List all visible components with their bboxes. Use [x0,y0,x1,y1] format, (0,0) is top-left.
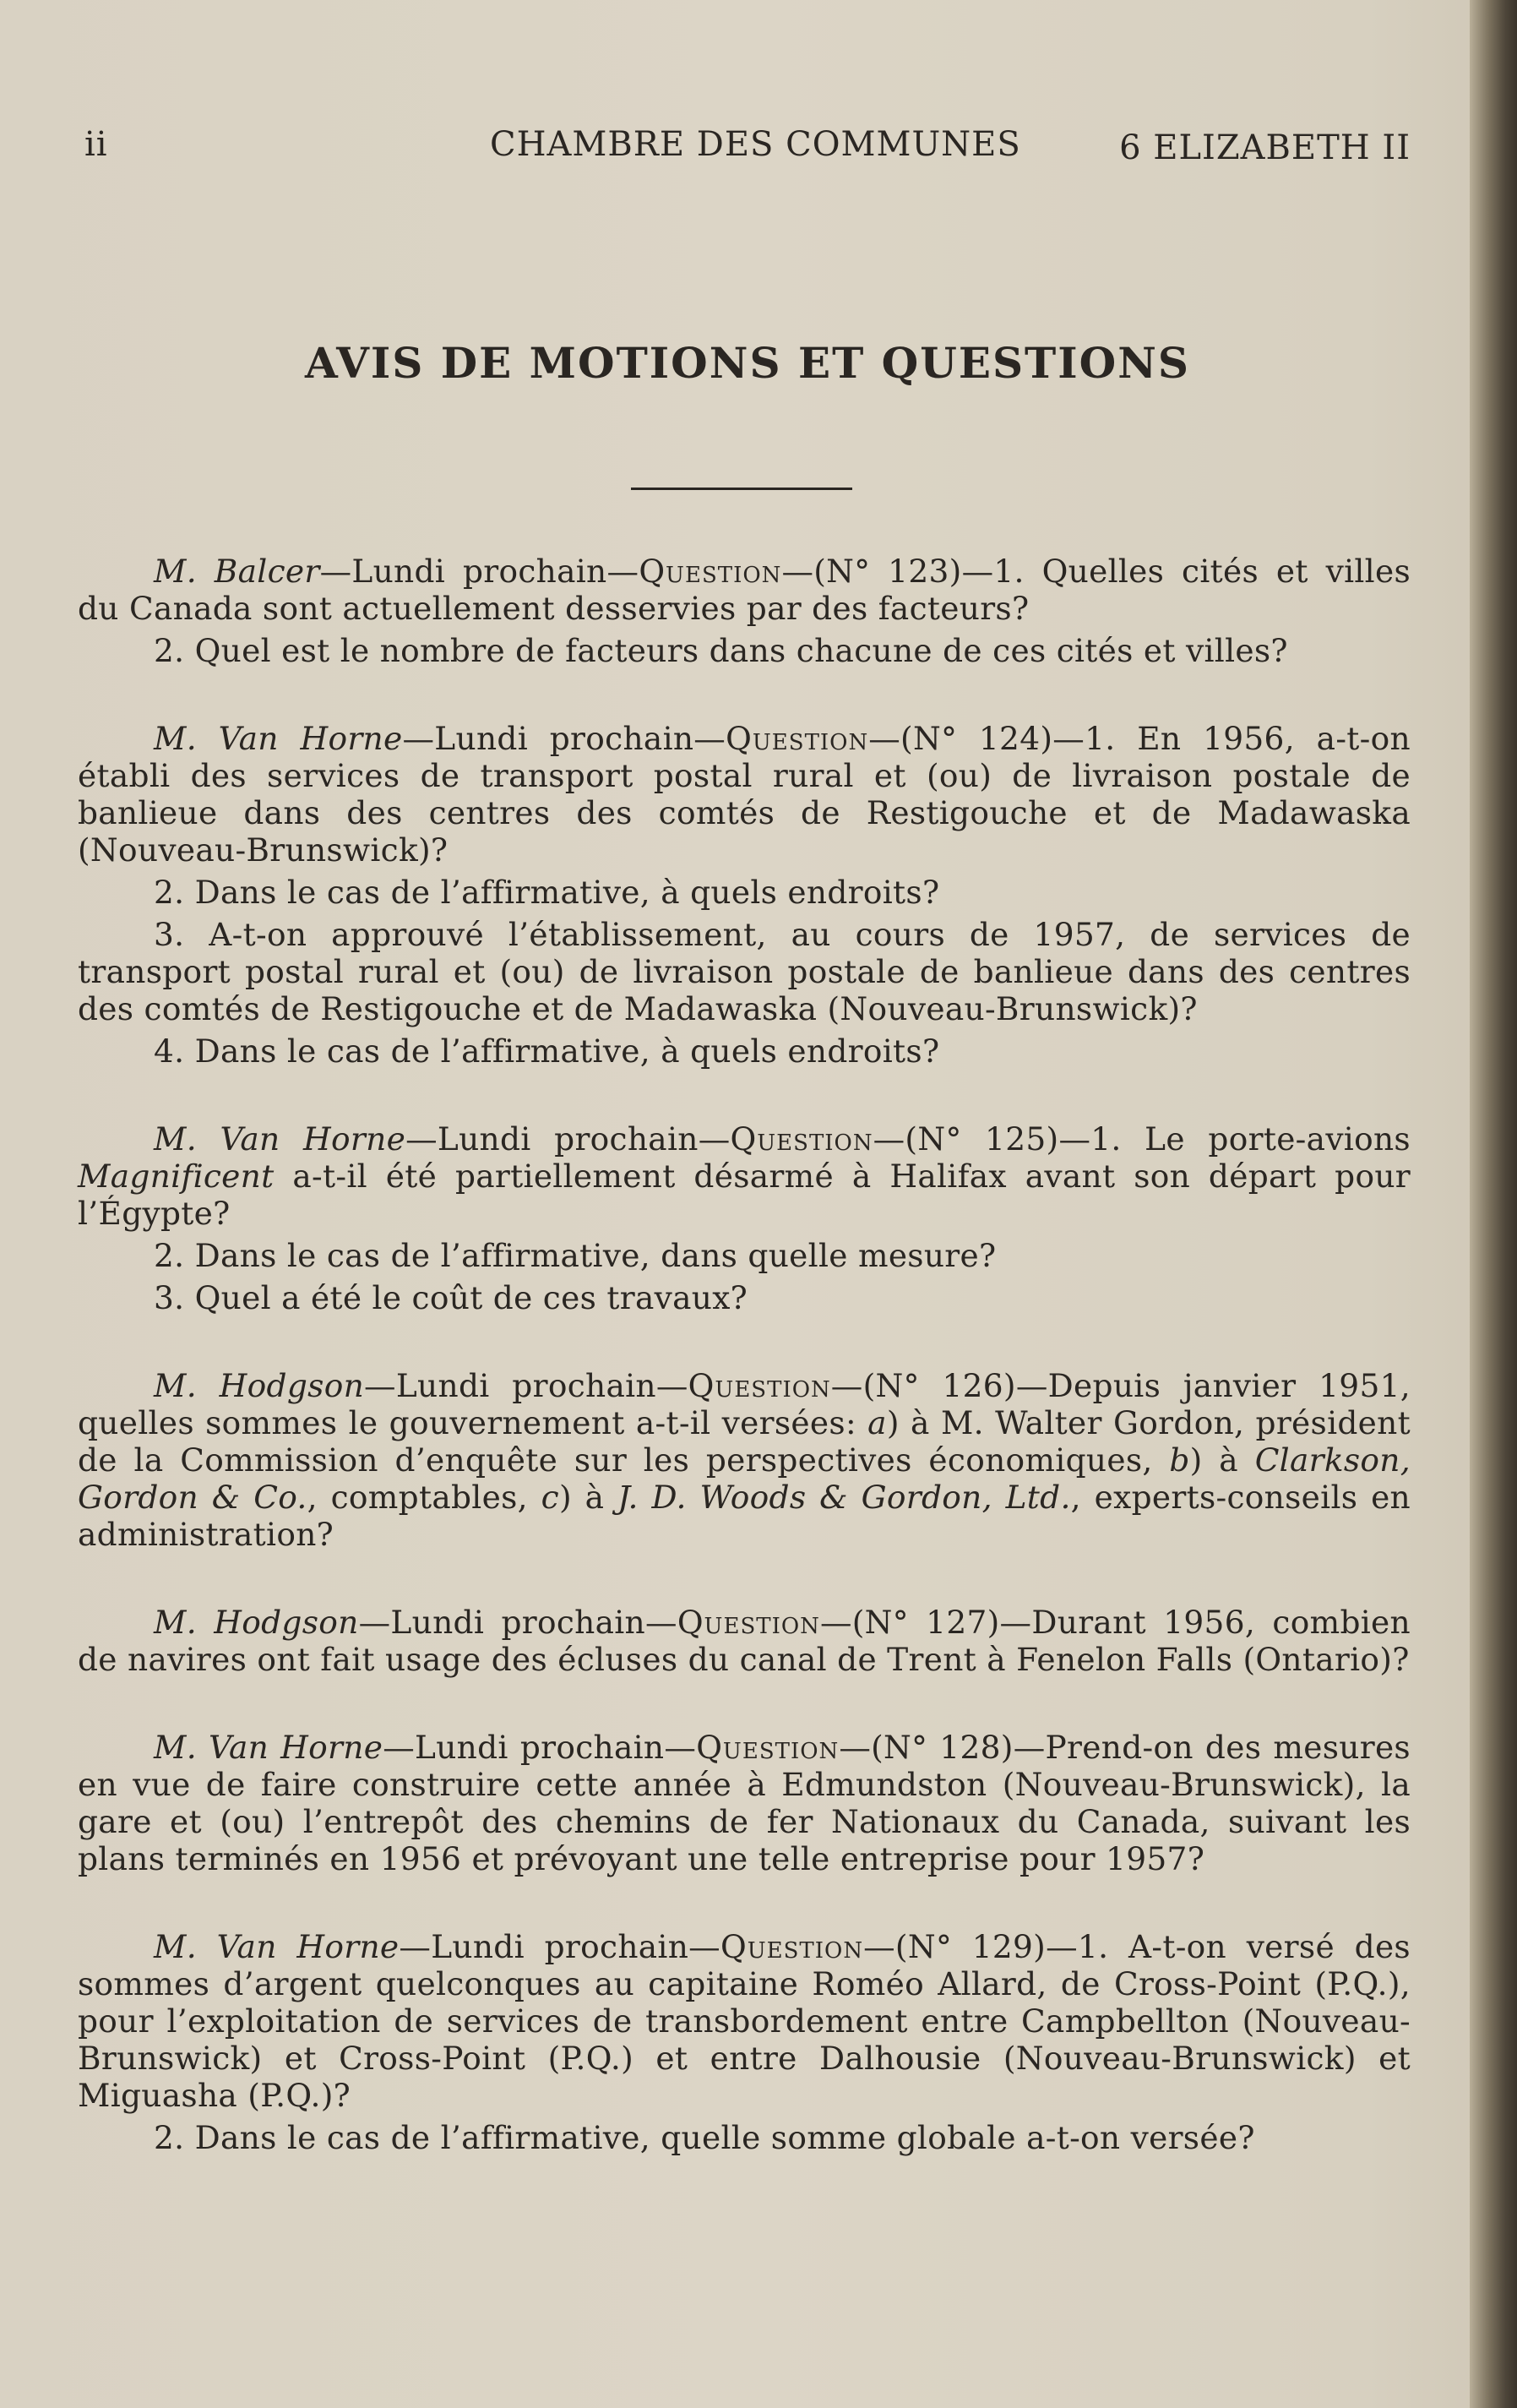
questions-body [78,553,1411,2207]
question-entry [78,1120,1411,1316]
question-entry [78,1604,1411,1678]
question-number: —(N° 125)— [873,1120,1091,1158]
member-name: M. Van Horne [154,1928,400,1965]
sub-question: 2. Dans le cas de l’affirmative, à quels endroits? [154,874,940,911]
page-title: AVIS DE MOTIONS ET QUESTIONS [304,338,1191,388]
member-name: M. Balcer [154,553,320,590]
title-rule [631,488,852,490]
sub-question: 3. A-t-on approuvé l’établissement, au cours de 1957, de services de transport postal rural et (ou) de livraison postale de banlieue dans des centres des comtés de Restigouche et de Madawaska (Nouveau-Brunswick)? [78,916,1411,1027]
sub-question: 4. Dans le cas de l’affirmative, à quels endroits? [154,1032,940,1070]
sub-question: 3. Quel a été le coût de ces travaux? [154,1279,748,1316]
question-paragraph: M. Van Horne—Lundi prochain—Question—(N° 128)—Prend-on des mesures en vue de faire construire cette année à Edmundston (Nouveau-Brunswick), la gare et (ou) l’entrepôt des chemins de fer Nationaux du Canada, suivant les plans terminés en 1956 et prévoyant une telle entreprise pour 1957? [78,1729,1411,1877]
page-number: ii [84,125,108,164]
member-name: M. Van Horne [154,1729,383,1766]
question-paragraph: M. Hodgson—Lundi prochain—Question—(N° 126)—Depuis janvier 1951, quelles sommes le gouvernement a-t-il versées: a) à M. Walter Gordon, président de la Commission d’enquête sur les perspectives économiques, b) à Clarkson, Gordon & Co., comptables, c) à J. D. Woods & Gordon, Ltd., experts-conseils en administration? [78,1367,1411,1553]
question-number: —(N° 124)— [868,720,1085,757]
question-entry [78,1367,1411,1553]
question-text: Durant 1956, combien de navires ont fait usage des écluses du canal de Trent à Fenelon Falls (Ontario)? [78,1604,1411,1678]
firm-name: Clarkson, Gordon & Co. [78,1441,1411,1516]
sub-question: 2. Dans le cas de l’affirmative, dans quelle mesure? [154,1237,997,1274]
question-label: Question [726,720,869,757]
question-entry [78,720,1411,1070]
question-paragraph: M. Van Horne—Lundi prochain—Question—(N° 125)—1. Le porte-avions Magnificent a-t-il été partiellement désarmé à Halifax avant son départ pour l’Égypte? [78,1120,1411,1232]
question-entry [78,553,1411,669]
question-number: —(N° 128)— [839,1729,1046,1766]
question-label: Question [688,1367,831,1404]
question-paragraph: M. Hodgson—Lundi prochain—Question—(N° 127)—Durant 1956, combien de navires ont fait usage des écluses du canal de Trent à Fenelon Falls (Ontario)? [78,1604,1411,1678]
running-header [84,125,1411,176]
question-number: —(N° 123)— [781,553,994,590]
member-name: M. Hodgson [154,1604,359,1641]
question-label: Question [677,1604,820,1641]
question-text: 1. A-t-on versé des sommes d’argent quelconques au capitaine Roméo Allard, de Cross-Point (P.Q.), pour l’exploitation de services de transbordement entre Campbellton (Nouveau-Brunswick) et Cross-Point (P.Q.) et entre Dalhousie (Nouveau-Brunswick) et Miguasha (P.Q.)? [78,1928,1411,2114]
sub-question: 2. Dans le cas de l’affirmative, quelle somme globale a-t-on versée? [154,2119,1255,2156]
question-text: 1. Quelles cités et villes du Canada sont actuellement desservies par des facteurs? [78,553,1411,627]
question-label: Question [639,553,782,590]
question-paragraph: M. Van Horne—Lundi prochain—Question—(N° 129)—1. A-t-on versé des sommes d’argent quelconques au capitaine Roméo Allard, de Cross-Point (P.Q.), pour l’exploitation de services de transbordement entre Campbellton (Nouveau-Brunswick) et Cross-Point (P.Q.) et entre Dalhousie (Nouveau-Brunswick) et Miguasha (P.Q.)? [78,1928,1411,2114]
question-label: Question [730,1120,873,1158]
member-name: M. Van Horne [154,1120,406,1158]
chamber-name: CHAMBRE DES COMMUNES [490,125,1021,164]
question-number: —(N° 126)— [830,1367,1048,1404]
sub-question: 2. Quel est le nombre de facteurs dans chacune de ces cités et villes? [154,632,1288,669]
member-name: M. Hodgson [154,1367,365,1404]
question-number: —(N° 129)— [863,1928,1078,1965]
question-paragraph: M. Van Horne—Lundi prochain—Question—(N° 124)—1. En 1956, a-t-on établi des services de transport postal rural et (ou) de livraison postale de banlieue dans des centres des comtés de Restigouche et de Madawaska (Nouveau-Brunswick)? [78,720,1411,869]
question-entry [78,1928,1411,2156]
firm-name: J. D. Woods & Gordon, Ltd. [617,1479,1071,1516]
question-label: Question [720,1928,864,1965]
question-paragraph: M. Balcer—Lundi prochain—Question—(N° 123)—1. Quelles cités et villes du Canada sont actuellement desservies par des facteurs? [78,553,1411,627]
regnal-year: 6 ELIZABETH II [1119,128,1411,167]
question-number: —(N° 127)— [819,1604,1032,1641]
ship-name: Magnificent [78,1158,275,1195]
question-label: Question [696,1729,840,1766]
question-entry [78,1729,1411,1877]
question-text: 1. En 1956, a-t-on établi des services de transport postal rural et (ou) de livraison postale de banlieue dans des centres des comtés de Restigouche et de Madawaska (Nouveau-Brunswick)? [78,720,1411,869]
member-name: M. Van Horne [154,720,403,757]
question-text: Prend-on des mesures en vue de faire construire cette année à Edmundston (Nouveau-Brunswick), la gare et (ou) l’entrepôt des chemins de fer Nationaux du Canada, suivant les plans terminés en 1956 et prévoyant une telle entreprise pour 1957? [78,1729,1411,1877]
